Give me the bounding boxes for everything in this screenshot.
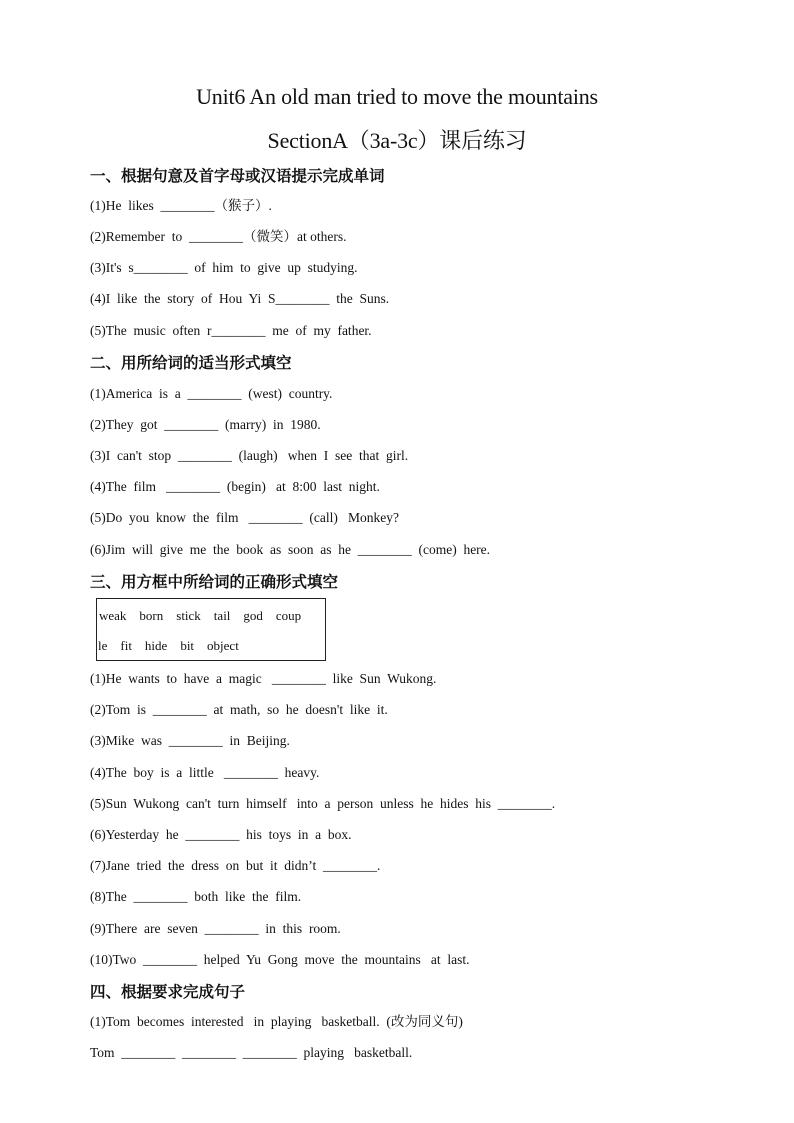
s1-item-2: (2)Remember to ________（微笑）at others. bbox=[90, 229, 347, 244]
s1-item-4: (4)I like the story of Hou Yi S________ the Suns. bbox=[90, 291, 390, 306]
s4-item-1: (1)Tom becomes interested in playing basketball. (改为同义句) bbox=[90, 1014, 463, 1029]
s3-item-10: (10)Two ________ helped Yu Gong move the mountains at last. bbox=[90, 952, 470, 967]
s3-item-8: (8)The ________ both like the film. bbox=[90, 889, 302, 904]
section-2-heading: 二、用所给词的适当形式填空 bbox=[90, 354, 292, 372]
worksheet-title: Unit6 An old man tried to move the mountains bbox=[196, 84, 598, 109]
s2-item-4: (4)The film ________ (begin) at 8:00 last night. bbox=[90, 479, 380, 494]
s4-item-1-answer: Tom ________ ________ ________ playing basketball. bbox=[90, 1045, 413, 1060]
s2-item-5: (5)Do you know the film ________ (call) Monkey? bbox=[90, 510, 399, 525]
word-box bbox=[96, 598, 326, 661]
s3-item-6: (6)Yesterday he ________ his toys in a box. bbox=[90, 827, 352, 842]
worksheet-subtitle: SectionA（3a-3c）课后练习 bbox=[267, 128, 527, 153]
s3-item-2: (2)Tom is ________ at math, so he doesn't like it. bbox=[90, 702, 388, 717]
s2-item-1: (1)America is a ________ (west) country. bbox=[90, 386, 333, 401]
section-3-heading: 三、用方框中所给词的正确形式填空 bbox=[90, 573, 339, 591]
s2-item-2: (2)They got ________ (marry) in 1980. bbox=[90, 417, 321, 432]
section-4-heading: 四、根据要求完成句子 bbox=[90, 983, 246, 1001]
s1-item-3: (3)It's s________ of him to give up studying. bbox=[90, 260, 358, 275]
s2-item-6: (6)Jim will give me the book as soon as he ________ (come) here. bbox=[90, 542, 491, 557]
s1-item-5: (5)The music often r________ me of my father. bbox=[90, 323, 372, 338]
s3-item-3: (3)Mike was ________ in Beijing. bbox=[90, 733, 290, 748]
s3-item-7: (7)Jane tried the dress on but it didn’t ________. bbox=[90, 858, 381, 873]
section-1-heading: 一、根据句意及首字母或汉语提示完成单词 bbox=[90, 167, 385, 185]
s2-item-3: (3)I can't stop ________ (laugh) when I see that girl. bbox=[90, 448, 409, 463]
word-box-row-1: weak born stick tail god coup bbox=[99, 608, 302, 623]
s1-item-1: (1)He likes ________（猴子）. bbox=[90, 198, 272, 213]
s3-item-5: (5)Sun Wukong can't turn himself into a person unless he hides his ________. bbox=[90, 796, 556, 811]
s3-item-9: (9)There are seven ________ in this room. bbox=[90, 921, 341, 936]
s3-item-4: (4)The boy is a little ________ heavy. bbox=[90, 765, 320, 780]
s3-item-1: (1)He wants to have a magic ________ like Sun Wukong. bbox=[90, 671, 437, 686]
word-box-row-2: le fit hide bit object bbox=[98, 638, 239, 653]
